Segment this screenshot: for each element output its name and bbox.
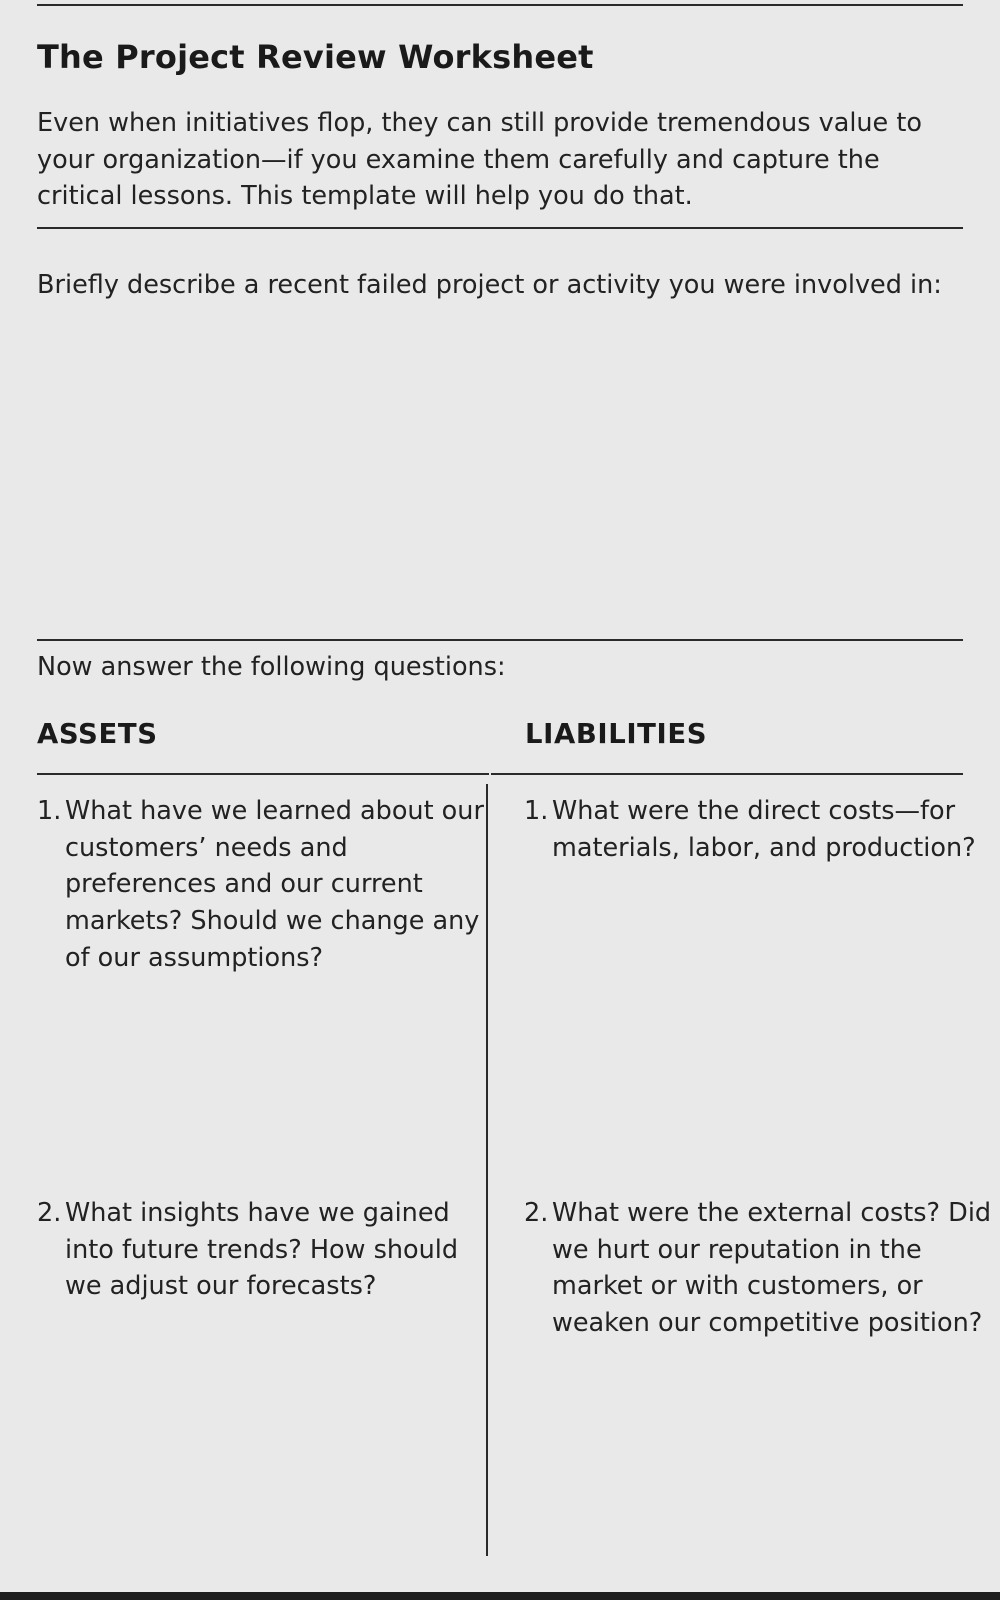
- liabilities-heading-divider: [491, 773, 963, 775]
- question-number: 1.: [37, 796, 62, 826]
- column-divider: [486, 784, 488, 1556]
- question-number: 2.: [37, 1198, 62, 1228]
- intro-text: Even when initiatives flop, they can still provide tremendous value to your organization—if you examine them carefully and capture the critical lessons. This template will help you do that.: [37, 108, 922, 211]
- liabilities-question-2: [524, 1195, 1000, 1342]
- assets-heading: ASSETS: [37, 718, 158, 750]
- assets-question-2: [37, 1195, 485, 1305]
- liabilities-heading: LIABILITIES: [525, 718, 708, 750]
- describe-prompt: Briefly describe a recent failed project or activity you were involved in:: [37, 270, 942, 300]
- bottom-border: [0, 1592, 1000, 1600]
- top-divider: [37, 4, 963, 6]
- question-text: What were the direct costs—for materials, labor, and production?: [552, 796, 976, 863]
- assets-heading-divider: [37, 773, 489, 775]
- questions-prompt: Now answer the following questions:: [37, 652, 506, 682]
- intro-divider: [37, 227, 963, 229]
- worksheet-title: The Project Review Worksheet: [37, 38, 594, 76]
- question-text: What have we learned about our customers’ needs and preferences and our current markets? Should we change any of our assumptions?: [65, 796, 484, 973]
- question-number: 2.: [524, 1198, 549, 1228]
- project-description-answer-area[interactable]: [37, 320, 963, 620]
- describe-divider: [37, 639, 963, 641]
- question-number: 1.: [524, 796, 549, 826]
- question-text: What insights have we gained into future trends? How should we adjust our forecasts?: [65, 1198, 459, 1302]
- liabilities-question-1: [524, 793, 992, 866]
- assets-question-1: [37, 793, 485, 977]
- question-text: What were the external costs? Did we hurt our reputation in the market or with customers, or weaken our competitive position?: [552, 1198, 992, 1339]
